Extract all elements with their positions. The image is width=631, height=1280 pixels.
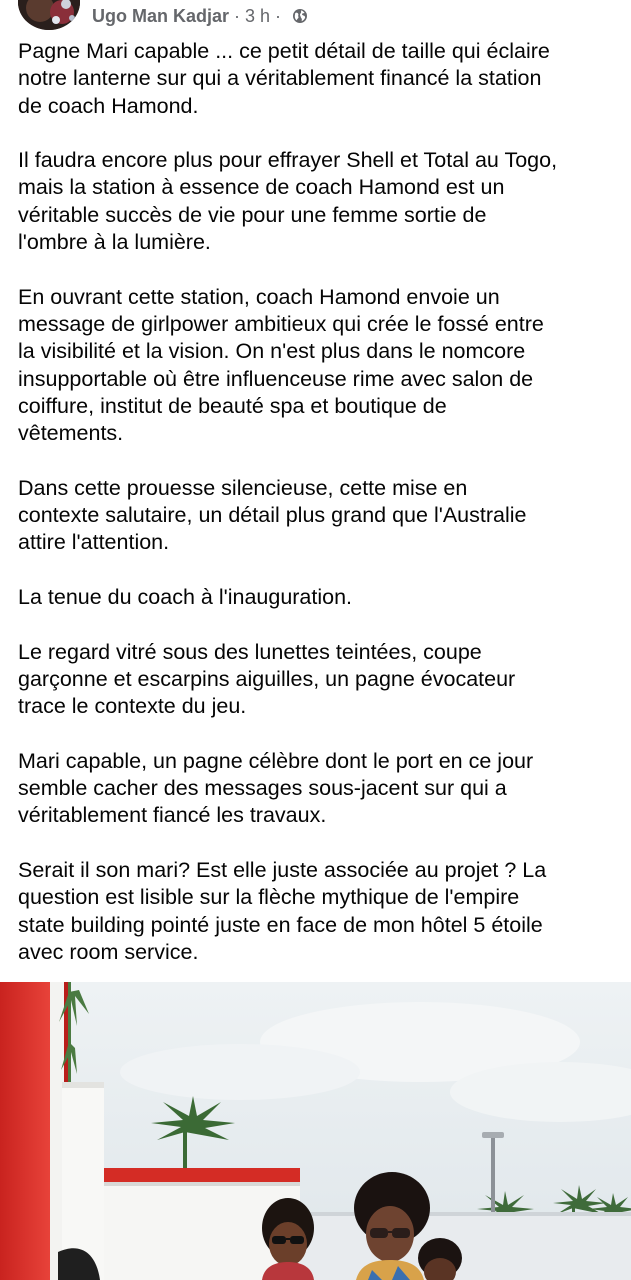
post-text-line: notre lanterne sur qui a véritablement financé la station [18, 66, 542, 91]
post-text-line: avec room service. [18, 939, 199, 964]
post-paragraph [18, 584, 624, 611]
post-text-line: La tenue du coach à l'inauguration. [18, 584, 353, 609]
avatar[interactable] [18, 0, 80, 30]
post-text [18, 38, 624, 993]
post-header [0, 0, 631, 32]
post-paragraph [18, 857, 624, 966]
meta-separator-2: · [275, 5, 282, 26]
post-text-line: Mari capable, un pagne célèbre dont le port en ce jour [18, 748, 534, 773]
post-text-line: state building pointé juste en face de mon hôtel 5 étoile [18, 912, 543, 937]
post-text-line: véritablement fiancé les travaux. [18, 803, 327, 828]
post-text-line: Il faudra encore plus pour effrayer Shell et Total au Togo, [18, 148, 558, 173]
post-meta [92, 4, 308, 28]
post-text-line: la visibilité et la vision. On n'est plus dans le nomcore [18, 339, 526, 364]
post-text-line: vêtements. [18, 421, 124, 446]
post-text-line: Serait il son mari? Est elle juste associée au projet ? La [18, 857, 547, 882]
post-paragraph [18, 284, 624, 448]
post-text-line: l'ombre à la lumière. [18, 230, 211, 255]
post-text-line: En ouvrant cette station, coach Hamond envoie un [18, 284, 500, 309]
post-text-line: semble cacher des messages sous-jacent sur qui a [18, 776, 507, 801]
post-text-line: mais la station à essence de coach Hamond est un [18, 175, 505, 200]
post-text-line: Le regard vitré sous des lunettes teintées, coupe [18, 639, 482, 664]
post-timestamp[interactable]: 3 h [245, 5, 271, 26]
post-text-line: véritable succès de vie pour une femme sortie de [18, 202, 487, 227]
author-name[interactable]: Ugo Man Kadjar [92, 5, 230, 26]
post-text-line: Dans cette prouesse silencieuse, cette mise en [18, 475, 468, 500]
avatar-image [18, 0, 80, 30]
post-text-line: question est lisible sur la flèche mythique de l'empire [18, 885, 520, 910]
post-paragraph [18, 475, 624, 557]
post-photo[interactable] [0, 982, 631, 1280]
post-text-line: contexte salutaire, un détail plus grand que l'Australie [18, 503, 527, 528]
post-text-line: insupportable où être influenceuse rime avec salon de [18, 366, 534, 391]
meta-separator: · [234, 5, 241, 26]
post-paragraph [18, 748, 624, 830]
globe-icon[interactable] [292, 8, 308, 24]
post-text-line: attire l'attention. [18, 530, 170, 555]
post-text-line: garçonne et escarpins aiguilles, un pagne évocateur [18, 666, 516, 691]
post-photo-image [0, 982, 631, 1280]
post-text-line: trace le contexte du jeu. [18, 694, 247, 719]
post-text-line: Pagne Mari capable ... ce petit détail de taille qui éclaire [18, 39, 550, 63]
post-paragraph [18, 38, 624, 120]
post-text-line: de coach Hamond. [18, 93, 199, 118]
post-paragraph [18, 147, 624, 256]
post-paragraph [18, 639, 624, 721]
post-text-line: message de girlpower ambitieux qui crée le fossé entre [18, 311, 544, 336]
post-text-line: coiffure, institut de beauté spa et boutique de [18, 393, 447, 418]
